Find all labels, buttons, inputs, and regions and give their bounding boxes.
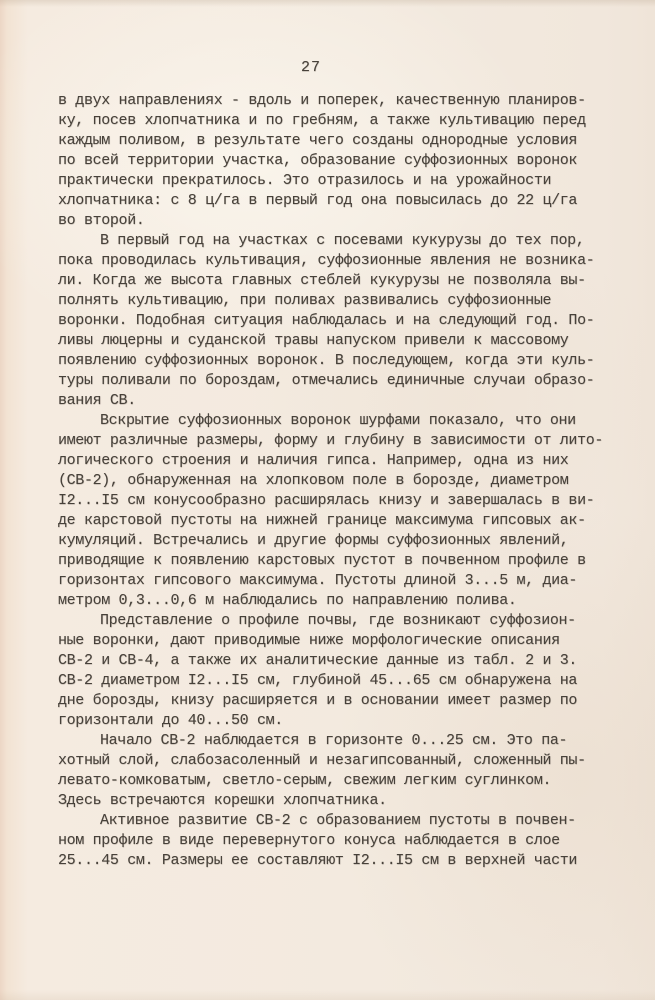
text-line: I2...I5 см конусообразно расширялась книзу и завершалась в ви- [58, 492, 595, 509]
text-line: дне борозды, книзу расширяется и в основании имеет размер по [58, 692, 578, 709]
text-line: практически прекратилось. Это отразилось и на урожайности [58, 172, 552, 189]
page-text [58, 91, 610, 871]
paragraph [58, 411, 610, 611]
text-line: В первый год на участках с посевами кукурузы до тех пор, [100, 232, 585, 249]
paragraph [58, 811, 610, 871]
paragraph [58, 231, 610, 411]
text-line: хлопчатника: с 8 ц/га в первый год она повысилась до 22 ц/га [58, 192, 578, 209]
text-line: Здесь встречаются корешки хлопчатника. [58, 792, 387, 809]
text-line: СВ-2 и СВ-4, а также их аналитические данные из табл. 2 и 3. [58, 652, 578, 669]
text-line: де карстовой пустоты на нижней границе максимума гипсовых ак- [58, 512, 586, 529]
text-line: метром 0,3...0,6 м наблюдались по направлению полива. [58, 592, 517, 609]
paragraph [58, 611, 610, 731]
paragraph [58, 731, 610, 811]
text-line: ном профиле в виде перевернутого конуса наблюдается в слое [58, 832, 560, 849]
text-line: каждым поливом, в результате чего созданы однородные условия [58, 132, 578, 149]
text-line: СВ-2 диаметром I2...I5 см, глубиной 45...65 см обнаружена на [58, 672, 578, 689]
text-line: кумуляций. Встречались и другие формы суффозионных явлений, [58, 532, 569, 549]
paragraph [58, 91, 610, 231]
text-line: Активное развитие СВ-2 с образованием пустоты в почвен- [100, 812, 576, 829]
text-line: хотный слой, слабозасоленный и незагипсованный, сложенный пы- [58, 752, 586, 769]
text-line: логического строения и наличия гипса. Например, одна из них [58, 452, 569, 469]
text-line: по всей территории участка, образование суффозионных воронок [58, 152, 578, 169]
text-line: полнять культивацию, при поливах развивались суффозионные [58, 292, 552, 309]
text-line: появлению суффозионных воронок. В последующем, когда эти куль- [58, 352, 595, 369]
text-line: 25...45 см. Размеры ее составляют I2...I5 см в верхней части [58, 852, 578, 869]
text-line: горизонтали до 40...50 см. [58, 712, 283, 729]
text-line: вания СВ. [58, 392, 136, 409]
text-line: ливы люцерны и суданской травы напуском привели к массовому [58, 332, 569, 349]
text-line: горизонтах гипсового максимума. Пустоты длиной 3...5 м, диа- [58, 572, 578, 589]
text-line: приводящие к появлению карстовых пустот в почвенном профиле в [58, 552, 586, 569]
text-line: пока проводилась культивация, суффозионные явления не возника- [58, 252, 595, 269]
text-line: во второй. [58, 212, 145, 229]
text-line: Начало СВ-2 наблюдается в горизонте 0...25 см. Это па- [100, 732, 568, 749]
text-line: Вскрытие суффозионных воронок шурфами показало, что они [100, 412, 576, 429]
text-line: имеют различные размеры, форму и глубину в зависимости от лито- [58, 432, 604, 449]
text-line: туры поливали по бороздам, отмечались единичные случаи образо- [58, 372, 595, 389]
text-line: в двух направлениях - вдоль и поперек, качественную планиров- [58, 92, 586, 109]
page-number: 27 [300, 59, 321, 76]
text-line: (СВ-2), обнаруженная на хлопковом поле в борозде, диаметром [58, 472, 569, 489]
text-line: ли. Когда же высота главных стеблей кукурузы не позволяла вы- [58, 272, 586, 289]
text-line: воронки. Подобная ситуация наблюдалась и на следующий год. По- [58, 312, 595, 329]
text-line: ные воронки, дают приводимые ниже морфологические описания [58, 632, 560, 649]
text-line: левато-комковатым, светло-серым, свежим легким суглинком. [58, 772, 552, 789]
text-line: Представление о профиле почвы, где возникают суффозион- [100, 612, 576, 629]
text-line: ку, посев хлопчатника и по гребням, а также культивацию перед [58, 112, 586, 129]
